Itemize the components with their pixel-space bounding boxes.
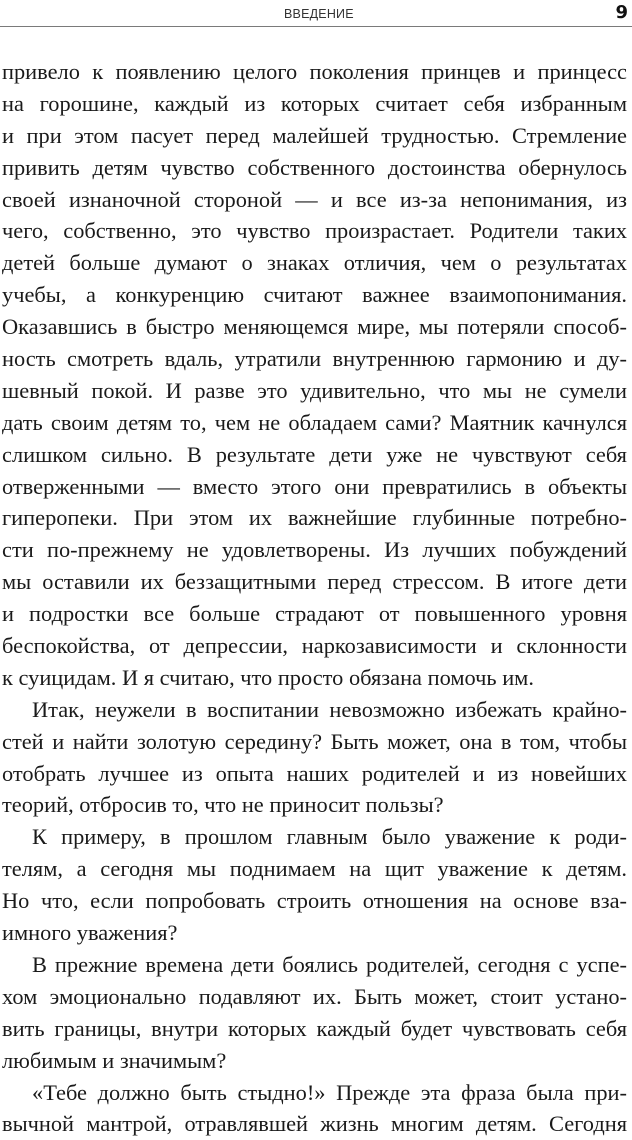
text-line: отобрать лучшее из опыта наших родителей и из новейших [2, 758, 627, 790]
text-line: К примеру, в прошлом главным было уважение к роди- [2, 821, 627, 853]
text-line: В прежние времена дети боялись родителей, сегодня с успе- [2, 949, 627, 981]
text-line: привить детям чувство собственного достоинства обернулось [2, 152, 627, 184]
text-line: ность смотреть вдаль, утратили внутреннюю гармонию и ду- [2, 343, 627, 375]
section-title: ВВЕДЕНИЕ [284, 7, 354, 21]
text-line: вить границы, внутри которых каждый будет чувствовать себя [2, 1013, 627, 1045]
text-line: вычной мантрой, отравлявшей жизнь многим детям. Сегодня [2, 1108, 627, 1140]
paragraph [2, 949, 627, 1077]
running-header [0, 0, 632, 28]
text-line: Но что, если попробовать строить отношения на основе вза- [2, 885, 627, 917]
page-number: 9 [615, 2, 628, 23]
text-line: любимым и значимым? [2, 1045, 627, 1077]
text-line: стей и найти золотую середину? Быть может, она в том, чтобы [2, 726, 627, 758]
text-line: шевный покой. И разве это удивительно, что мы не сумели [2, 375, 627, 407]
paragraph [2, 821, 627, 949]
text-line: мы оставили их беззащитными перед стрессом. В итоге дети [2, 566, 627, 598]
body-text [2, 56, 627, 1140]
text-line: имного уважения? [2, 917, 627, 949]
text-line: детей больше думают о знаках отличия, чем о результатах [2, 247, 627, 279]
paragraph [2, 694, 627, 822]
text-line: и при этом пасует перед малейшей трудностью. Стремление [2, 120, 627, 152]
text-line: на горошине, каждый из которых считает себя избранным [2, 88, 627, 120]
text-line: привело к появлению целого поколения принцев и принцесс [2, 56, 627, 88]
text-line: и подростки все больше страдают от повышенного уровня [2, 598, 627, 630]
text-line: к суицидам. И я считаю, что просто обязана помочь им. [2, 662, 627, 694]
text-line: Оказавшись в быстро меняющемся мире, мы потеряли способ- [2, 311, 627, 343]
paragraph [2, 1077, 627, 1140]
text-line: сти по-прежнему не удовлетворены. Из лучших побуждений [2, 534, 627, 566]
text-line: дать своим детям то, чем не обладаем сами? Маятник качнулся [2, 407, 627, 439]
text-line: телям, а сегодня мы поднимаем на щит уважение к детям. [2, 853, 627, 885]
text-line: «Тебе должно быть стыдно!» Прежде эта фраза была при- [2, 1077, 627, 1109]
text-line: теорий, отбросив то, что не приносит пользы? [2, 789, 627, 821]
paragraph [2, 56, 627, 694]
text-line: слишком сильно. В результате дети уже не чувствуют себя [2, 439, 627, 471]
text-line: чего, собственно, это чувство произрастает. Родители таких [2, 215, 627, 247]
text-line: гиперопеки. При этом их важнейшие глубинные потребно- [2, 502, 627, 534]
text-line: своей изнаночной стороной — и все из-за непонимания, из [2, 184, 627, 216]
text-line: учебы, а конкуренцию считают важнее взаимопонимания. [2, 279, 627, 311]
text-line: беспокойства, от депрессии, наркозависимости и склонности [2, 630, 627, 662]
text-line: Итак, неужели в воспитании невозможно избежать крайно- [2, 694, 627, 726]
text-line: хом эмоционально подавляют их. Быть может, стоит устано- [2, 981, 627, 1013]
text-line: отверженными — вместо этого они превратились в объекты [2, 471, 627, 503]
header-rule [0, 26, 632, 27]
